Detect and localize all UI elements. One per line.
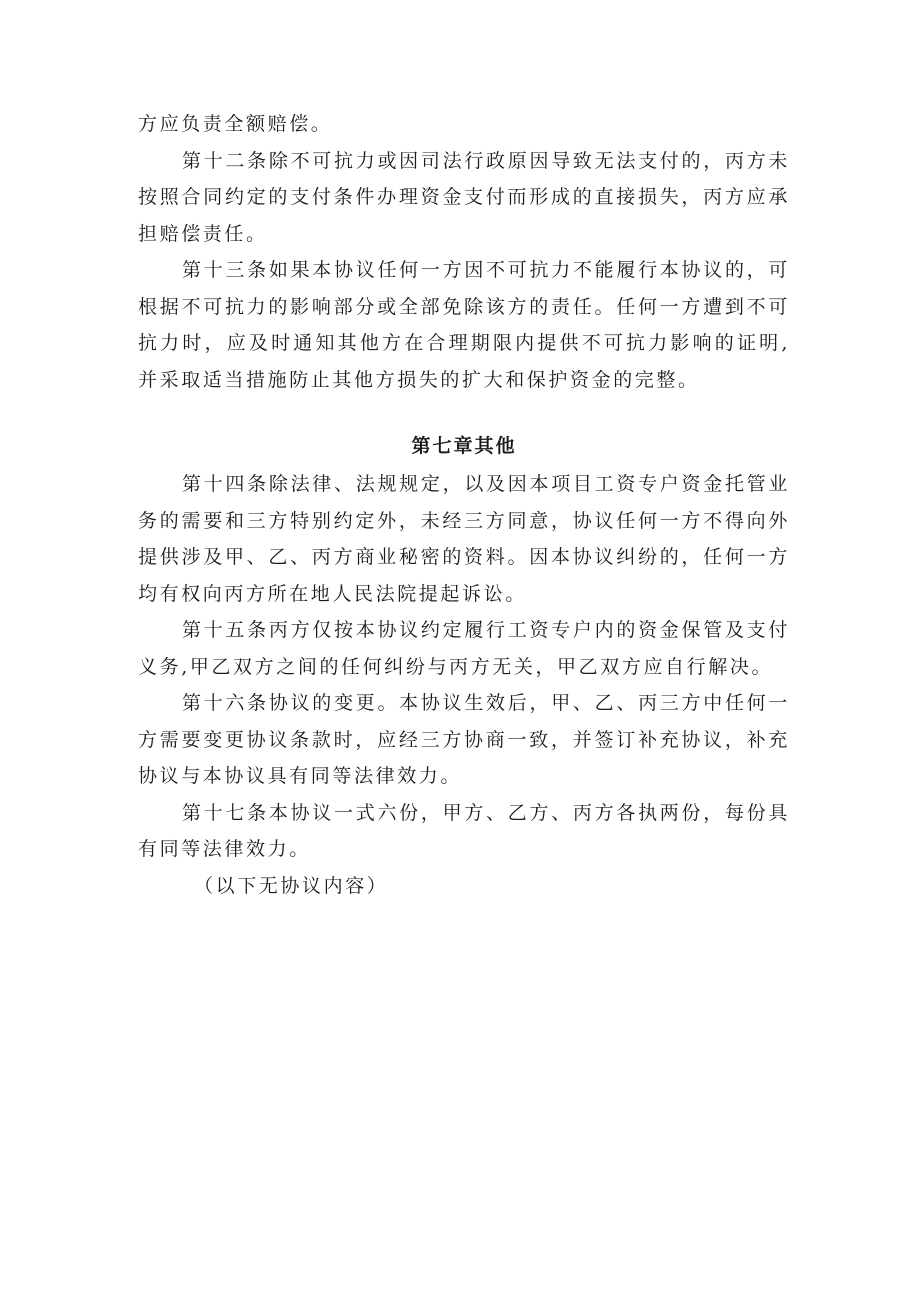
article-17: 第十七条本协议一式六份，甲方、乙方、丙方各执两份，每份具有同等法律效力。 bbox=[138, 801, 790, 860]
article-16: 第十六条协议的变更。本协议生效后，甲、乙、丙三方中任何一方需要变更协议条款时，应经三方协商一致，并签订补充协议，补充协议与本协议具有同等法律效力。 bbox=[138, 692, 790, 787]
article-14: 第十四条除法律、法规规定，以及因本项目工资专户资金托管业务的需要和三方特别约定外，未经三方同意，协议任何一方不得向外提供涉及甲、乙、丙方商业秘密的资料。因本协议纠纷的，任何一方均有权向丙方所在地人民法院提起诉讼。 bbox=[138, 473, 790, 605]
document-body bbox=[138, 106, 790, 904]
article-15: 第十五条丙方仅按本协议约定履行工资专户内的资金保管及支付义务,甲乙双方之间的任何纠纷与丙方无关，甲乙双方应自行解决。 bbox=[138, 619, 790, 678]
paragraph-continuation: 方应负责全额赔偿。 bbox=[138, 113, 333, 135]
chapter-title: 第七章其他 bbox=[411, 435, 517, 457]
article-13: 第十三条如果本协议任何一方因不可抗力不能履行本协议的，可根据不可抗力的影响部分或全部免除该方的责任。任何一方遭到不可抗力时，应及时通知其他方在合理期限内提供不可抗力影响的证明,并采取适当措施防止其他方损失的扩大和保护资金的完整。 bbox=[138, 259, 790, 391]
article-12: 第十二条除不可抗力或因司法行政原因导致无法支付的，丙方未按照合同约定的支付条件办理资金支付而形成的直接损失，丙方应承担赔偿责任。 bbox=[138, 149, 790, 245]
end-note: （以下无协议内容） bbox=[194, 874, 389, 897]
